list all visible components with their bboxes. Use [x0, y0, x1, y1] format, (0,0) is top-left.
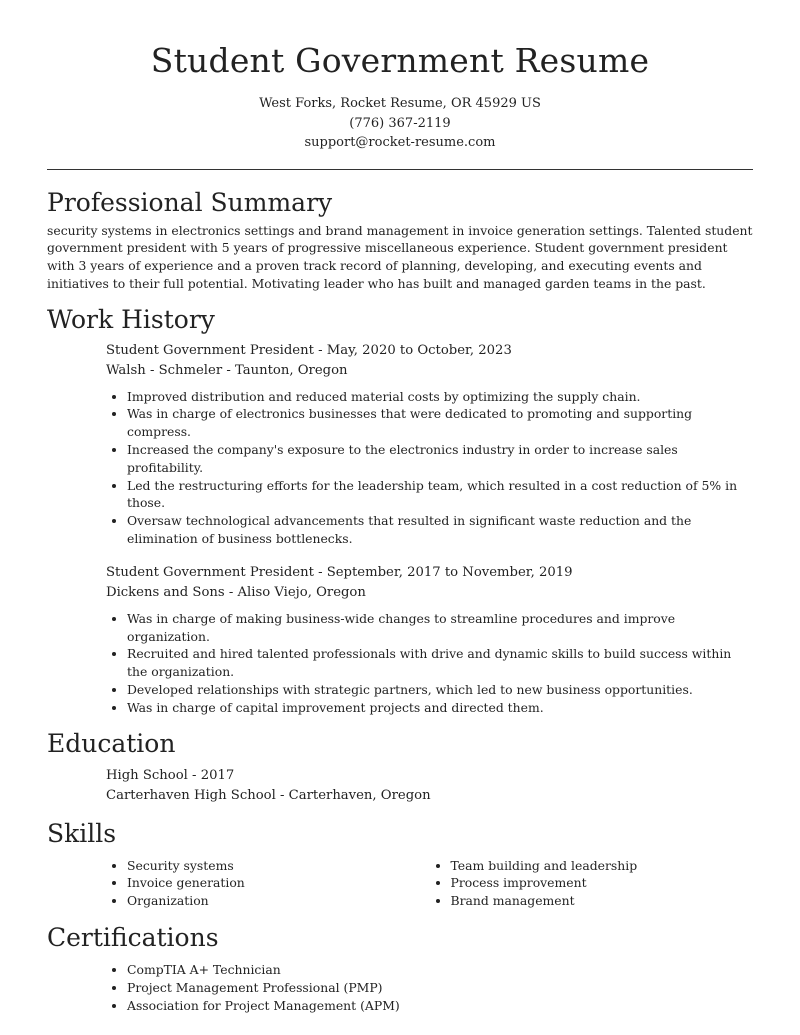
resume-page — [47, 40, 753, 1014]
job-bullets — [106, 610, 753, 717]
skills-grid — [106, 857, 753, 910]
header-divider — [47, 169, 753, 170]
job-position-line: Student Government President - May, 2020 to October, 2023 — [106, 342, 512, 358]
list-item: • Brand management — [451, 892, 754, 910]
summary-text: security systems in electronics settings and brand management in invoice generation settings. Talented student government president with 5 years of progressive miscellaneous experience. Student government president with 3 years of experience and a proven track record of planning, developing, and executing events and initiatives to their full potential. Motivating leader who has built and managed garden teams in the past. — [47, 222, 753, 291]
list-item: • Invoice generation — [127, 874, 430, 892]
resume-header — [47, 40, 753, 153]
list-item: • Oversaw technological advancements that resulted in significant waste reduction and the elimination of business bottlenecks. — [127, 512, 753, 548]
list-item: • Was in charge of electronics businesses that were dedicated to promoting and supporting compress. — [127, 405, 753, 441]
job-company-line: Dickens and Sons - Aliso Viejo, Oregon — [106, 584, 366, 600]
certifications-list — [106, 961, 753, 1014]
contact-email: support@rocket-resume.com — [304, 135, 496, 150]
list-item: • Association for Project Management (APM) — [127, 997, 753, 1015]
skills-column-left — [106, 857, 430, 910]
list-item: • Increased the company's exposure to the electronics industry in order to increase sales profitability. — [127, 441, 753, 477]
education-school-line: Carterhaven High School - Carterhaven, Oregon — [106, 787, 431, 803]
education-degree-line: High School - 2017 — [106, 767, 235, 783]
certifications-section — [47, 922, 753, 1014]
skills-heading: Skills — [47, 818, 117, 848]
list-item: • Was in charge of making business-wide changes to streamline procedures and improve organization. — [127, 610, 753, 646]
list-item: • Process improvement — [451, 874, 754, 892]
skills-column-right — [430, 857, 754, 910]
list-item: • Developed relationships with strategic partners, which led to new business opportunities. — [127, 681, 753, 699]
job-entry — [106, 341, 753, 548]
list-item: • Improved distribution and reduced material costs by optimizing the supply chain. — [127, 388, 753, 406]
resume-title: Student Government Resume — [150, 41, 650, 80]
summary-section — [47, 187, 753, 293]
contact-phone: (776) 367-2119 — [349, 115, 451, 131]
contact-address: West Forks, Rocket Resume, OR 45929 US — [259, 96, 541, 111]
work-history-section — [47, 304, 753, 717]
work-history-heading: Work History — [47, 304, 215, 334]
education-section — [47, 728, 753, 806]
job-position-line: Student Government President - September, 2017 to November, 2019 — [106, 564, 573, 580]
list-item: • Security systems — [127, 857, 430, 875]
job-bullets — [106, 388, 753, 548]
list-item: • Led the restructuring efforts for the leadership team, which resulted in a cost reduction of 5% in those. — [127, 477, 753, 513]
education-entry — [106, 766, 753, 806]
list-item: • Was in charge of capital improvement projects and directed them. — [127, 699, 753, 717]
job-company-line: Walsh - Schmeler - Taunton, Oregon — [106, 362, 348, 378]
certifications-heading: Certifications — [47, 923, 219, 953]
list-item: • Team building and leadership — [451, 857, 754, 875]
list-item: • Organization — [127, 892, 430, 910]
list-item: • CompTIA A+ Technician — [127, 961, 753, 979]
contact-block — [47, 94, 753, 153]
job-entry — [106, 563, 753, 717]
list-item: • Recruited and hired talented professionals with drive and dynamic skills to build success within the organization. — [127, 645, 753, 681]
education-heading: Education — [47, 728, 176, 758]
certifications-list-wrap — [106, 961, 753, 1014]
skills-section — [47, 818, 753, 910]
summary-heading: Professional Summary — [47, 187, 333, 217]
list-item: • Project Management Professional (PMP) — [127, 979, 753, 997]
